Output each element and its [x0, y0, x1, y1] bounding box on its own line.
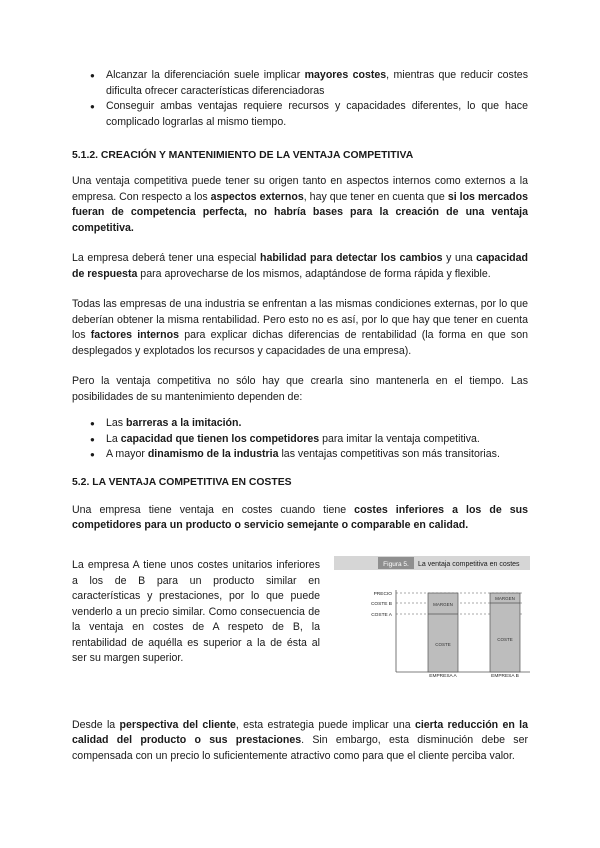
paragraph: Todas las empresas de una industria se enfrentan a las mismas condiciones externas, por lo que deberían obtener la misma rentabilidad. Pero esto no es así, por lo que hay que tener en cuenta los factores internos para explicar dichas diferencias de rentabilidad (la forma en que son desplegados y explotados los recursos y capacidades de una empresa). [72, 298, 528, 357]
list-item: ● Conseguir ambas ventajas requiere recursos y capacidades diferentes, lo que hace complicado lograrlas al mismo tiempo. [72, 99, 528, 130]
paragraph: Una empresa tiene ventaja en costes cuando tiene costes inferiores a los de sus competidores para un producto o servicio semejante o comparable en calidad. [72, 503, 528, 531]
figure-title: La ventaja competitiva en costes [418, 560, 520, 568]
paragraph: La empresa deberá tener una especial habilidad para detectar los cambios y una capacidad de respuesta para aprovecharse de los mismos, adaptándose de forma rápida y flexible. [72, 252, 528, 280]
figure-tag: Figura 5. [383, 560, 409, 568]
x-label-empresa-b: EMPRESA B [491, 673, 519, 679]
x-label-empresa-a: EMPRESA A [429, 673, 457, 679]
bar-a-margin-label: MARGEN [433, 601, 453, 607]
cost-advantage-figure [334, 556, 530, 679]
page-content [72, 68, 528, 764]
maintenance-bullet-list [72, 416, 528, 463]
figure-section [72, 548, 528, 679]
paragraph: Pero la ventaja competitiva no sólo hay que crearla sino mantenerla en el tiempo. Las posibilidades de su mantenimiento dependen de: [72, 375, 528, 403]
section-heading-52: 5.2. LA VENTAJA COMPETITIVA EN COSTES [72, 476, 292, 488]
figure-paragraph: La empresa A tiene unos costes unitarios inferiores a los de B para un producto similar en características y prestaciones, por lo que puede venderlo a un precio similar. Como consecuencia de la ventaja en costes de A respeto de B, la rentabilidad de aquélla es superior a la de ésta al ser su margen superior. [72, 559, 320, 665]
list-item: ● La capacidad que tienen los competidores para imitar la ventaja competitiva. [72, 432, 528, 448]
list-item: ● A mayor dinamismo de la industria las ventajas competitivas son más transitorias. [72, 447, 528, 463]
top-bullet-list [72, 68, 528, 130]
list-item: ● Las barreras a la imitación. [72, 416, 528, 432]
y-label-price: PRECIO [373, 591, 392, 597]
bar-b-margin-label: MARGEN [495, 595, 515, 601]
y-label-cost-b: COSTE B [370, 601, 392, 607]
section-heading-512: 5.1.2. CREACIÓN Y MANTENIMIENTO DE LA VENTAJA COMPETITIVA [72, 150, 414, 161]
bar-empresa-b [490, 593, 520, 672]
paragraph: Desde la perspectiva del cliente, esta estrategia puede implicar una cierta reducción en la calidad del producto o sus prestaciones. Sin embargo, esta disminución debe ser compensada con un precio lo suficientemente atractivo como para que el cliente perciba valor. [72, 718, 528, 762]
list-item: ● Alcanzar la diferenciación suele implicar mayores costes, mientras que reducir costes dificulta ofrecer características diferenciadoras [72, 68, 528, 99]
y-label-cost-a: COSTE A [371, 612, 392, 618]
paragraph: Una ventaja competitiva puede tener su origen tanto en aspectos internos como externos a la empresa. Con respecto a los aspectos externos, hay que tener en cuenta que si los mercados fueran de competencia perfecta, no habría bases para la creación de una ventaja competitiva. [72, 175, 528, 234]
bar-b-cost-label: COSTE [497, 636, 513, 642]
bar-a-cost-label: COSTE [435, 641, 451, 647]
